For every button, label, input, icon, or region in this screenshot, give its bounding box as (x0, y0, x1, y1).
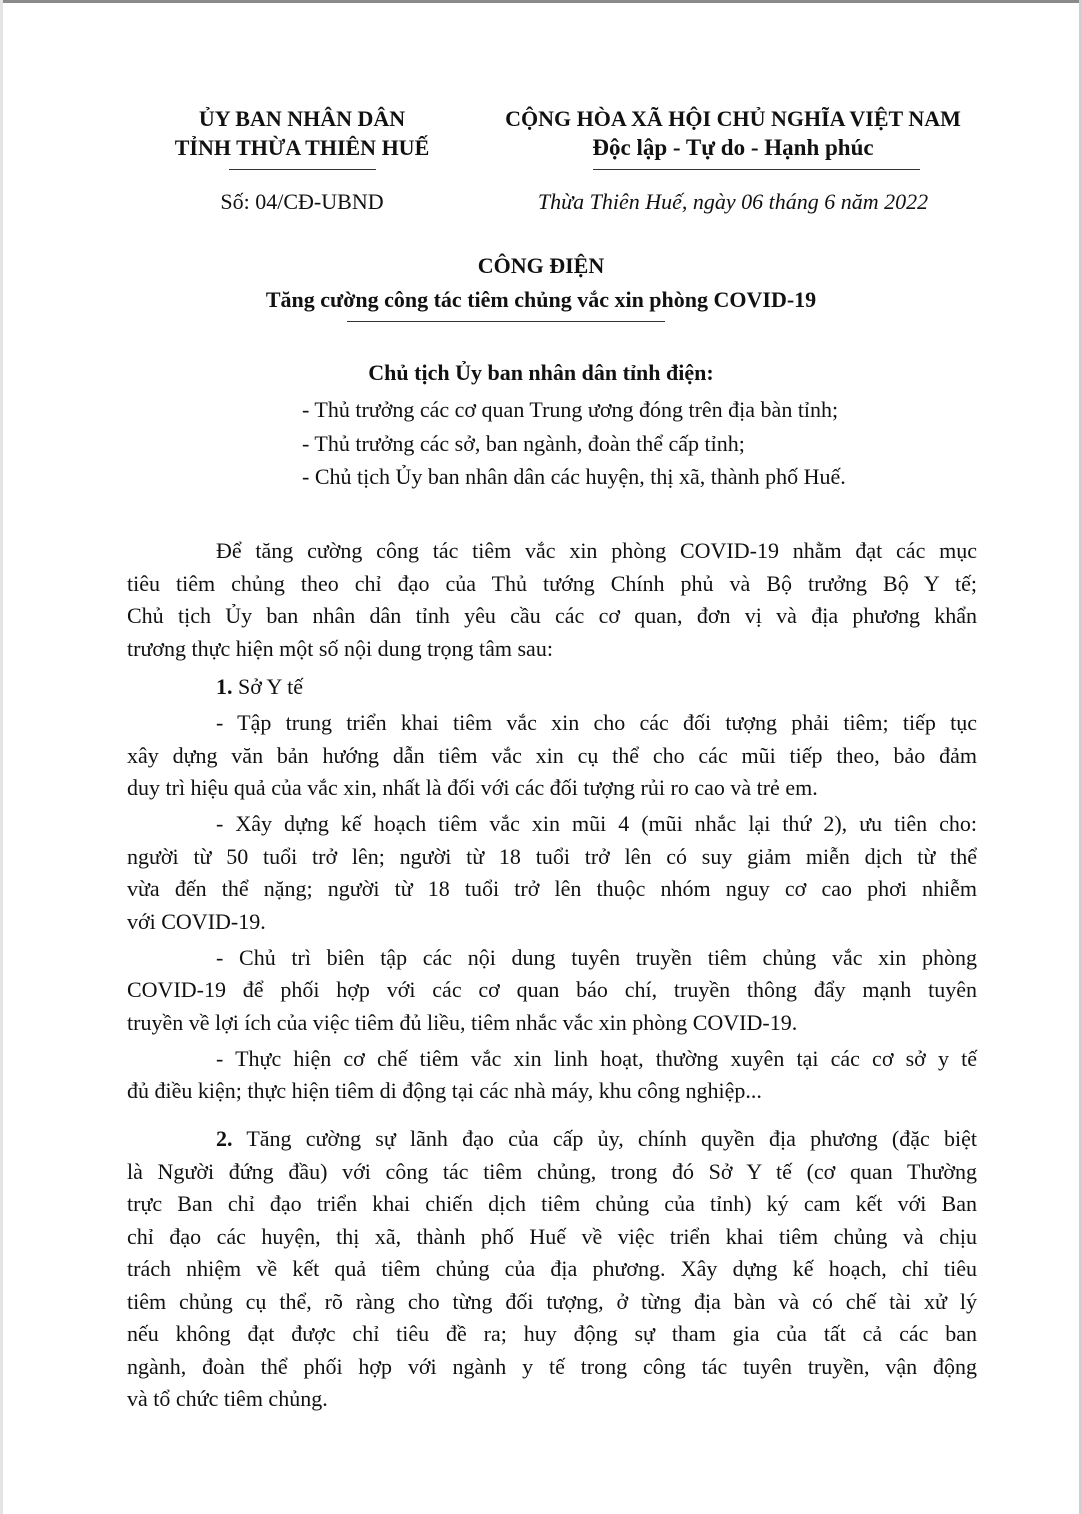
page-border-left (0, 0, 3, 1514)
page-border-top (0, 0, 1082, 3)
document-type-title: CÔNG ĐIỆN (477, 253, 605, 278)
text-line: trách nhiệm về kết quả tiêm chủng của địa phương. Xây dựng kế hoạch, chỉ tiêu (127, 1256, 977, 1281)
country-name: CỘNG HÒA XÃ HỘI CHỦ NGHĨA VIỆT NAM (505, 106, 961, 131)
section-1 (127, 672, 977, 1109)
text-line: vừa đến thể nặng; người từ 18 tuổi trở lên thuộc nhóm nguy cơ cao phơi nhiễm (127, 876, 977, 901)
text-line: và tổ chức tiêm chủng. (127, 1386, 328, 1411)
recipients-list (302, 395, 846, 496)
text-line: duy trì hiệu quả của vắc xin, nhất là đối với các đối tượng rủi ro cao và trẻ em. (127, 775, 818, 800)
text-line: - Xây dựng kế hoạch tiêm vắc xin mũi 4 (mũi nhắc lại thứ 2), ưu tiên cho: (216, 811, 977, 836)
section-1-heading (127, 672, 977, 705)
text-line: đủ điều kiện; thực hiện tiêm di động tại các nhà máy, khu công nghiệp... (127, 1078, 762, 1103)
section-2-first-line (127, 1124, 977, 1157)
national-header (464, 104, 1002, 162)
text-line: trương thực hiện một số nội dung trọng tâm sau: (127, 635, 553, 661)
agency-underline (229, 169, 376, 170)
text-line: - Tập trung triển khai tiêm vắc xin cho các đối tượng phải tiêm; tiếp tục (216, 710, 977, 735)
text-line: Để tăng cường công tác tiêm vắc xin phòng COVID-19 nhằm đạt các mục (216, 538, 977, 563)
text-line: chỉ đạo các huyện, thị xã, thành phố Huế về việc triển khai tiêm chủng và chịu (127, 1223, 977, 1249)
text-line: là Người đứng đầu) với công tác tiêm chủng, trong đó Sở Y tế (cơ quan Thường (127, 1158, 977, 1184)
section-2-text: Tăng cường sự lãnh đạo của cấp ủy, chính quyền địa phương (đặc biệt (232, 1126, 977, 1151)
agency-line-2: TỈNH THỪA THIÊN HUẾ (174, 135, 430, 160)
text-line: tiêm chủng cụ thể, rõ ràng cho từng đối tượng, ở từng địa bàn và có chế tài xử lý (127, 1288, 977, 1314)
text-line: - Chủ trì biên tập các nội dung tuyên truyền tiêm chủng vắc xin phòng (216, 944, 977, 970)
recipient-item: - Thủ trưởng các cơ quan Trung ương đóng trên địa bàn tỉnh; (302, 397, 839, 422)
subject-underline (347, 321, 665, 322)
text-line: xây dựng văn bản hướng dẫn tiêm vắc xin cụ thể cho các mũi tiếp theo, bảo đảm (127, 742, 977, 768)
text-line: Chủ tịch Ủy ban nhân dân tỉnh yêu cầu các cơ quan, đơn vị và địa phương khẩn (127, 603, 977, 628)
section-1-title: Sở Y tế (232, 674, 304, 699)
place-and-date: Thừa Thiên Huế, ngày 06 tháng 6 năm 2022 (537, 189, 929, 214)
section-2 (127, 1124, 977, 1417)
text-line: ngành, đoàn thể phối hợp với ngành y tế trong công tác tuyên truyền, vận động (127, 1353, 977, 1379)
section-1-number: 1. (216, 674, 233, 699)
recipient-item: - Thủ trưởng các sở, ban ngành, đoàn thể cấp tỉnh; (302, 430, 745, 456)
text-line: - Thực hiện cơ chế tiêm vắc xin linh hoạt, thường xuyên tại các cơ sở y tế (216, 1045, 977, 1071)
intro-paragraph (127, 536, 977, 666)
text-line: trực Ban chỉ đạo triển khai chiến dịch tiêm chủng của tỉnh) ký cam kết với Ban (127, 1191, 977, 1216)
motto-underline (593, 169, 920, 170)
addressor-line: Chủ tịch Ủy ban nhân dân tỉnh điện: (368, 360, 714, 385)
section-2-number: 2. (216, 1126, 233, 1151)
national-motto: Độc lập - Tự do - Hạnh phúc (592, 135, 874, 160)
text-line: truyền về lợi ích của việc tiêm đủ liều, tiêm nhắc vắc xin phòng COVID-19. (127, 1009, 798, 1035)
issuing-agency (140, 104, 464, 162)
recipient-item: - Chủ tịch Ủy ban nhân dân các huyện, thị xã, thành phố Huế. (302, 464, 846, 489)
text-line: với COVID-19. (127, 908, 266, 934)
text-line: nếu không đạt được chỉ tiêu đề ra; huy động sự tham gia của tất cả các ban (127, 1321, 977, 1346)
text-line: COVID-19 để phối hợp với các cơ quan báo chí, truyền thông đẩy mạnh tuyên (127, 977, 977, 1002)
document-subject: Tăng cường công tác tiêm chủng vắc xin phòng COVID-19 (265, 287, 817, 312)
text-line: tiêu tiêm chủng theo chỉ đạo của Thủ tướng Chính phủ và Bộ trưởng Bộ Y tế; (127, 570, 977, 596)
document-number: Số: 04/CĐ-UBND (220, 189, 384, 214)
agency-line-1: ỦY BAN NHÂN DÂN (198, 106, 406, 131)
text-line: người từ 50 tuổi trở lên; người từ 18 tuổi trở lên có suy giảm miễn dịch từ thể (127, 843, 977, 869)
